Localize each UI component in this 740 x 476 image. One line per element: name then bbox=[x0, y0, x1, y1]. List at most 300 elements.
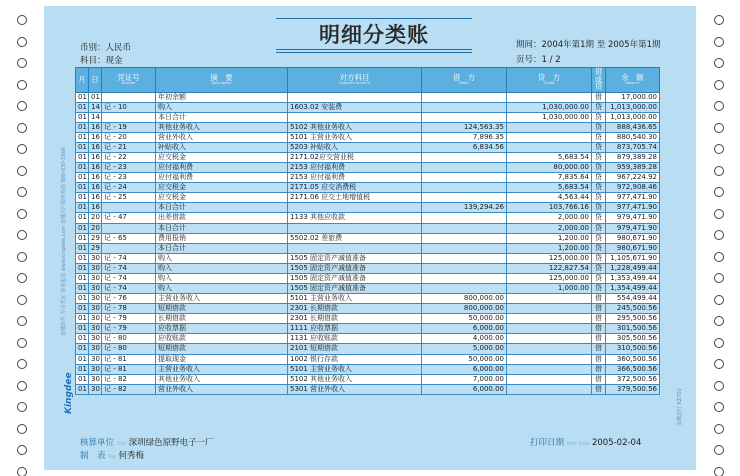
table-cell bbox=[507, 294, 592, 304]
table-row bbox=[76, 122, 660, 132]
table-cell: 01 bbox=[76, 384, 89, 394]
account-value: 现金 bbox=[105, 56, 123, 66]
table-cell: 16 bbox=[89, 152, 102, 162]
table-cell: 1111 应收票据 bbox=[288, 324, 422, 334]
side-note-right: 金蝶套打 KZ702 bbox=[677, 388, 683, 426]
table-cell: 959,389.28 bbox=[606, 163, 660, 173]
table-cell: 贷 bbox=[592, 173, 606, 183]
column-header-label: 月 bbox=[78, 74, 86, 84]
table-cell: 01 bbox=[76, 304, 89, 314]
table-cell: 2,000.00 bbox=[507, 213, 592, 223]
table-cell: 2171.06 应交土地增值税 bbox=[288, 193, 422, 203]
column-header-label: 摘 要 bbox=[210, 72, 233, 82]
table-row bbox=[76, 233, 660, 243]
table-cell: 01 bbox=[76, 193, 89, 203]
table-cell: 1,200.00 bbox=[507, 233, 592, 243]
table-cell: 30 bbox=[89, 384, 102, 394]
table-cell: 30 bbox=[89, 364, 102, 374]
table-cell: 01 bbox=[76, 173, 89, 183]
feed-hole bbox=[714, 209, 724, 219]
table-cell: 其他业务收入 bbox=[156, 374, 288, 384]
feed-hole bbox=[17, 187, 27, 197]
print-date-value: 2005-02-04 bbox=[591, 438, 642, 448]
table-cell: 记 - 79 bbox=[102, 324, 156, 334]
table-cell: 借 bbox=[592, 354, 606, 364]
table-cell: 1,000.00 bbox=[507, 283, 592, 293]
table-cell: 20 bbox=[89, 213, 102, 223]
table-cell: 2153 应付福利费 bbox=[288, 163, 422, 173]
unit-label-en: Unit bbox=[116, 442, 126, 447]
feed-hole bbox=[714, 424, 724, 434]
table-cell: 310,500.56 bbox=[606, 344, 660, 354]
table-cell: 301,500.56 bbox=[606, 324, 660, 334]
table-cell: 其他业务收入 bbox=[156, 122, 288, 132]
table-cell bbox=[507, 122, 592, 132]
table-cell: 967,224.92 bbox=[606, 173, 660, 183]
print-date-footer bbox=[530, 436, 641, 448]
table-cell bbox=[507, 374, 592, 384]
column-header bbox=[76, 68, 89, 93]
table-cell: 短期借款 bbox=[156, 344, 288, 354]
table-cell bbox=[507, 334, 592, 344]
table-cell bbox=[422, 163, 507, 173]
table-cell: 记 - 74 bbox=[102, 263, 156, 273]
table-cell: 购入 bbox=[156, 102, 288, 112]
table-cell: 139,294.26 bbox=[422, 203, 507, 213]
table-cell: 2153 应付福利费 bbox=[288, 173, 422, 183]
table-cell: 01 bbox=[89, 92, 102, 102]
table-cell: 977,471.90 bbox=[606, 193, 660, 203]
table-cell: 1603.02 安装费 bbox=[288, 102, 422, 112]
table-row bbox=[76, 223, 660, 233]
feed-hole bbox=[714, 187, 724, 197]
page-number-field bbox=[516, 53, 561, 65]
table-row bbox=[76, 243, 660, 253]
feed-hole bbox=[17, 166, 27, 176]
feed-hole bbox=[714, 37, 724, 47]
table-cell bbox=[102, 223, 156, 233]
feed-hole bbox=[714, 58, 724, 68]
table-row bbox=[76, 253, 660, 263]
page-value: 1 / 2 bbox=[541, 55, 561, 65]
table-cell: 6,834.56 bbox=[422, 142, 507, 152]
table-cell: 借 bbox=[592, 344, 606, 354]
table-cell: 贷 bbox=[592, 112, 606, 122]
table-cell bbox=[507, 142, 592, 152]
table-cell: 记 - 25 bbox=[102, 193, 156, 203]
table-cell: 1,228,499.44 bbox=[606, 263, 660, 273]
table-cell: 01 bbox=[76, 122, 89, 132]
table-row bbox=[76, 92, 660, 102]
table-cell: 贷 bbox=[592, 163, 606, 173]
table-cell: 6,000.00 bbox=[422, 384, 507, 394]
table-cell: 借 bbox=[592, 92, 606, 102]
table-cell: 360,500.56 bbox=[606, 354, 660, 364]
table-cell: 01 bbox=[76, 213, 89, 223]
table-cell: 1,200.00 bbox=[507, 243, 592, 253]
table-cell: 记 - 79 bbox=[102, 314, 156, 324]
ledger-table bbox=[75, 67, 660, 395]
table-cell: 30 bbox=[89, 334, 102, 344]
table-cell: 30 bbox=[89, 314, 102, 324]
period-field bbox=[516, 38, 661, 50]
table-cell: 贷 bbox=[592, 203, 606, 213]
table-cell: 记 - 81 bbox=[102, 364, 156, 374]
table-cell: 01 bbox=[76, 314, 89, 324]
table-cell: 贷 bbox=[592, 183, 606, 193]
table-cell: 应交税金 bbox=[156, 152, 288, 162]
table-cell: 30 bbox=[89, 374, 102, 384]
table-cell: 5203 补贴收入 bbox=[288, 142, 422, 152]
table-cell: 营业外收入 bbox=[156, 132, 288, 142]
column-header-sublabel: Opposite Account bbox=[339, 81, 370, 86]
table-cell: 贷 bbox=[592, 132, 606, 142]
feed-hole bbox=[714, 15, 724, 25]
table-cell: 30 bbox=[89, 354, 102, 364]
table-cell: 7,896.35 bbox=[422, 132, 507, 142]
table-cell: 应收账款 bbox=[156, 334, 288, 344]
table-cell: 借 bbox=[592, 384, 606, 394]
table-cell bbox=[288, 203, 422, 213]
column-header-label: 借或贷 bbox=[594, 67, 603, 91]
currency-field bbox=[80, 41, 131, 53]
table-cell: 16 bbox=[89, 173, 102, 183]
table-cell bbox=[507, 354, 592, 364]
table-cell: 20 bbox=[89, 223, 102, 233]
feed-hole bbox=[17, 80, 27, 90]
table-cell: 购入 bbox=[156, 253, 288, 263]
page-label: 页号： bbox=[516, 55, 542, 65]
column-header-label: 余 额 bbox=[621, 72, 644, 82]
feed-hole bbox=[714, 230, 724, 240]
column-header bbox=[422, 68, 507, 93]
table-cell: 16 bbox=[89, 203, 102, 213]
table-cell: 1,030,000.00 bbox=[507, 112, 592, 122]
table-cell: 6,000.00 bbox=[422, 324, 507, 334]
table-cell: 记 - 74 bbox=[102, 253, 156, 263]
table-cell: 29 bbox=[89, 243, 102, 253]
table-row bbox=[76, 374, 660, 384]
table-row bbox=[76, 273, 660, 283]
table-cell: 长期借款 bbox=[156, 314, 288, 324]
table-cell: 980,671.90 bbox=[606, 243, 660, 253]
table-cell: 本日合计 bbox=[156, 223, 288, 233]
column-header-label: 凭证号 bbox=[117, 72, 140, 82]
table-row bbox=[76, 334, 660, 344]
table-cell: 50,000.00 bbox=[422, 314, 507, 324]
table-cell: 贷 bbox=[592, 243, 606, 253]
column-header-label: 贷 方 bbox=[537, 72, 561, 82]
table-cell: 01 bbox=[76, 142, 89, 152]
table-cell: 贷 bbox=[592, 142, 606, 152]
feed-hole bbox=[17, 37, 27, 47]
table-cell: 2101 短期借款 bbox=[288, 344, 422, 354]
title-rule-bottom-2 bbox=[276, 52, 472, 53]
table-cell: 125,000.00 bbox=[507, 253, 592, 263]
table-cell bbox=[507, 384, 592, 394]
table-row bbox=[76, 193, 660, 203]
table-cell: 1,030,000.00 bbox=[507, 102, 592, 112]
table-cell: 01 bbox=[76, 354, 89, 364]
feed-hole bbox=[17, 467, 27, 476]
table-cell: 补贴收入 bbox=[156, 142, 288, 152]
table-cell: 01 bbox=[76, 102, 89, 112]
table-cell: 应付福利费 bbox=[156, 163, 288, 173]
table-cell: 800,000.00 bbox=[422, 294, 507, 304]
feed-hole bbox=[714, 295, 724, 305]
table-row bbox=[76, 142, 660, 152]
table-cell: 01 bbox=[76, 344, 89, 354]
table-cell bbox=[422, 173, 507, 183]
column-header-label: 对方科目 bbox=[339, 72, 370, 82]
table-cell: 贷 bbox=[592, 223, 606, 233]
table-cell bbox=[422, 183, 507, 193]
table-cell: 880,540.30 bbox=[606, 132, 660, 142]
table-cell: 营业外收入 bbox=[156, 384, 288, 394]
table-cell bbox=[507, 364, 592, 374]
feed-hole bbox=[17, 209, 27, 219]
table-cell: 6,000.00 bbox=[422, 364, 507, 374]
feed-hole bbox=[17, 101, 27, 111]
preparer-footer bbox=[80, 449, 144, 461]
table-cell bbox=[422, 102, 507, 112]
table-cell: 1505 固定资产减值准备 bbox=[288, 253, 422, 263]
table-cell: 16 bbox=[89, 183, 102, 193]
table-cell: 2171.05 应交消费税 bbox=[288, 183, 422, 193]
table-cell: 980,671.90 bbox=[606, 233, 660, 243]
column-header-sublabel: Description bbox=[211, 81, 232, 86]
brand-logo: Kingdee bbox=[64, 372, 74, 414]
table-cell: 5301 营业外收入 bbox=[288, 384, 422, 394]
table-cell bbox=[507, 92, 592, 102]
table-cell bbox=[507, 324, 592, 334]
table-cell: 30 bbox=[89, 273, 102, 283]
feed-hole bbox=[714, 381, 724, 391]
table-cell: 记 - 23 bbox=[102, 163, 156, 173]
table-cell: 5101 主营业务收入 bbox=[288, 364, 422, 374]
table-cell bbox=[507, 132, 592, 142]
feed-hole bbox=[714, 166, 724, 176]
table-cell: 30 bbox=[89, 304, 102, 314]
table-cell bbox=[422, 263, 507, 273]
column-header bbox=[288, 68, 422, 93]
feed-hole bbox=[17, 402, 27, 412]
table-cell: 888,436.65 bbox=[606, 122, 660, 132]
table-cell bbox=[422, 233, 507, 243]
print-date-label: 打印日期 bbox=[530, 438, 565, 448]
table-cell: 1,354,499.44 bbox=[606, 283, 660, 293]
table-cell: 2171.02应交营业税 bbox=[288, 152, 422, 162]
table-cell: 5102 其他业务收入 bbox=[288, 122, 422, 132]
table-cell: 记 - 82 bbox=[102, 374, 156, 384]
table-cell: 01 bbox=[76, 324, 89, 334]
table-cell: 01 bbox=[76, 233, 89, 243]
table-cell: 提取现金 bbox=[156, 354, 288, 364]
account-field bbox=[80, 54, 123, 66]
table-cell: 30 bbox=[89, 263, 102, 273]
table-row bbox=[76, 102, 660, 112]
table-cell: 费用报销 bbox=[156, 233, 288, 243]
table-cell: 记 - 47 bbox=[102, 213, 156, 223]
table-row bbox=[76, 384, 660, 394]
table-cell bbox=[422, 112, 507, 122]
column-header-label: 借 方 bbox=[452, 72, 476, 82]
table-cell: 记 - 78 bbox=[102, 304, 156, 314]
table-cell bbox=[102, 92, 156, 102]
table-cell: 01 bbox=[76, 294, 89, 304]
table-cell: 1,013,000.00 bbox=[606, 102, 660, 112]
feed-hole bbox=[17, 58, 27, 68]
table-row bbox=[76, 132, 660, 142]
column-header bbox=[89, 68, 102, 93]
feed-hole bbox=[17, 252, 27, 262]
table-cell: 103,766.16 bbox=[507, 203, 592, 213]
feed-hole bbox=[17, 381, 27, 391]
table-cell: 01 bbox=[76, 273, 89, 283]
currency-value: 人民币 bbox=[105, 43, 132, 53]
table-cell: 贷 bbox=[592, 193, 606, 203]
table-cell bbox=[422, 223, 507, 233]
table-cell bbox=[422, 253, 507, 263]
table-cell: 5,683.54 bbox=[507, 183, 592, 193]
table-cell: 16 bbox=[89, 142, 102, 152]
preparer-label-en: Tab bbox=[108, 455, 116, 460]
table-cell: 295,500.56 bbox=[606, 314, 660, 324]
column-header-sublabel: Voucher bbox=[121, 81, 136, 86]
table-cell: 本日合计 bbox=[156, 243, 288, 253]
feed-hole bbox=[714, 402, 724, 412]
table-cell: 1002 银行存款 bbox=[288, 354, 422, 364]
table-cell: 1131 应收账款 bbox=[288, 334, 422, 344]
column-header bbox=[156, 68, 288, 93]
table-cell: 记 - 10 bbox=[102, 102, 156, 112]
ledger-form bbox=[44, 6, 696, 470]
table-cell: 5101 主营业务收入 bbox=[288, 132, 422, 142]
column-header-sublabel: Credit bbox=[543, 81, 555, 86]
table-cell: 主营业务收入 bbox=[156, 294, 288, 304]
table-cell bbox=[102, 112, 156, 122]
table-cell: 977,471.90 bbox=[606, 203, 660, 213]
table-cell: 01 bbox=[76, 92, 89, 102]
table-cell: 305,500.56 bbox=[606, 334, 660, 344]
table-cell bbox=[422, 243, 507, 253]
table-cell: 124,563.35 bbox=[422, 122, 507, 132]
table-cell: 7,000.00 bbox=[422, 374, 507, 384]
table-cell bbox=[102, 243, 156, 253]
feed-hole bbox=[17, 316, 27, 326]
table-cell: 879,389.28 bbox=[606, 152, 660, 162]
table-cell: 16 bbox=[89, 122, 102, 132]
table-cell bbox=[422, 283, 507, 293]
feed-hole bbox=[17, 295, 27, 305]
table-cell: 购入 bbox=[156, 283, 288, 293]
table-cell: 245,500.56 bbox=[606, 304, 660, 314]
table-cell: 1,353,499.44 bbox=[606, 273, 660, 283]
table-cell bbox=[288, 243, 422, 253]
table-cell: 贷 bbox=[592, 233, 606, 243]
table-cell: 购入 bbox=[156, 273, 288, 283]
table-cell: 01 bbox=[76, 263, 89, 273]
table-cell bbox=[102, 203, 156, 213]
table-cell: 5,000.00 bbox=[422, 344, 507, 354]
table-cell: 1505 固定资产减值准备 bbox=[288, 273, 422, 283]
table-cell: 01 bbox=[76, 152, 89, 162]
currency-label: 币别： bbox=[80, 43, 106, 53]
column-header bbox=[102, 68, 156, 93]
feed-hole bbox=[714, 359, 724, 369]
table-cell: 记 - 76 bbox=[102, 294, 156, 304]
table-row bbox=[76, 213, 660, 223]
table-cell bbox=[507, 344, 592, 354]
table-cell bbox=[422, 193, 507, 203]
table-cell bbox=[288, 92, 422, 102]
table-cell: 30 bbox=[89, 294, 102, 304]
table-row bbox=[76, 163, 660, 173]
feed-hole bbox=[714, 445, 724, 455]
table-cell: 01 bbox=[76, 183, 89, 193]
column-header-label: 日 bbox=[91, 74, 99, 84]
table-cell bbox=[422, 152, 507, 162]
table-cell: 借 bbox=[592, 314, 606, 324]
preparer-label: 制 表 bbox=[80, 451, 106, 461]
table-cell: 50,000.00 bbox=[422, 354, 507, 364]
period-label: 期间： bbox=[516, 40, 542, 50]
table-row bbox=[76, 283, 660, 293]
table-cell: 01 bbox=[76, 163, 89, 173]
table-row bbox=[76, 364, 660, 374]
table-cell: 年初余额 bbox=[156, 92, 288, 102]
table-cell: 1505 固定资产减值准备 bbox=[288, 263, 422, 273]
account-label: 科目： bbox=[80, 56, 106, 66]
table-cell: 借 bbox=[592, 324, 606, 334]
unit-label: 核算单位 bbox=[80, 438, 115, 448]
table-cell: 1,105,671.90 bbox=[606, 253, 660, 263]
feed-hole bbox=[17, 144, 27, 154]
table-cell: 122,827.54 bbox=[507, 263, 592, 273]
table-cell: 借 bbox=[592, 374, 606, 384]
feed-hole bbox=[714, 252, 724, 262]
side-note-left: 金蝶软件 专用凭证 财务报表 www.kingdee.com 金蝶用户服务热线 800-830-5566 bbox=[61, 147, 67, 336]
preparer-value: 何秀梅 bbox=[118, 451, 145, 461]
feed-hole bbox=[17, 273, 27, 283]
table-cell: 01 bbox=[76, 243, 89, 253]
feed-hole bbox=[714, 123, 724, 133]
table-cell: 记 - 20 bbox=[102, 132, 156, 142]
feed-hole bbox=[17, 359, 27, 369]
table-cell: 379,500.56 bbox=[606, 384, 660, 394]
table-cell: 5502.02 差旅费 bbox=[288, 233, 422, 243]
feed-hole bbox=[17, 230, 27, 240]
feed-hole bbox=[714, 80, 724, 90]
table-cell: 554,499.44 bbox=[606, 294, 660, 304]
table-cell: 借 bbox=[592, 304, 606, 314]
table-cell: 972,908.46 bbox=[606, 183, 660, 193]
table-cell: 01 bbox=[76, 223, 89, 233]
feed-hole bbox=[714, 273, 724, 283]
feed-hole bbox=[17, 338, 27, 348]
table-cell: 16 bbox=[89, 163, 102, 173]
table-cell: 应收票据 bbox=[156, 324, 288, 334]
table-row bbox=[76, 173, 660, 183]
feed-hole bbox=[714, 144, 724, 154]
table-cell: 记 - 82 bbox=[102, 384, 156, 394]
column-header-sublabel: Debit bbox=[459, 81, 469, 86]
table-cell: 1,013,000.00 bbox=[606, 112, 660, 122]
title-rule-bottom bbox=[276, 49, 472, 50]
table-cell: 1133 其他应收款 bbox=[288, 213, 422, 223]
table-row bbox=[76, 354, 660, 364]
table-row bbox=[76, 183, 660, 193]
